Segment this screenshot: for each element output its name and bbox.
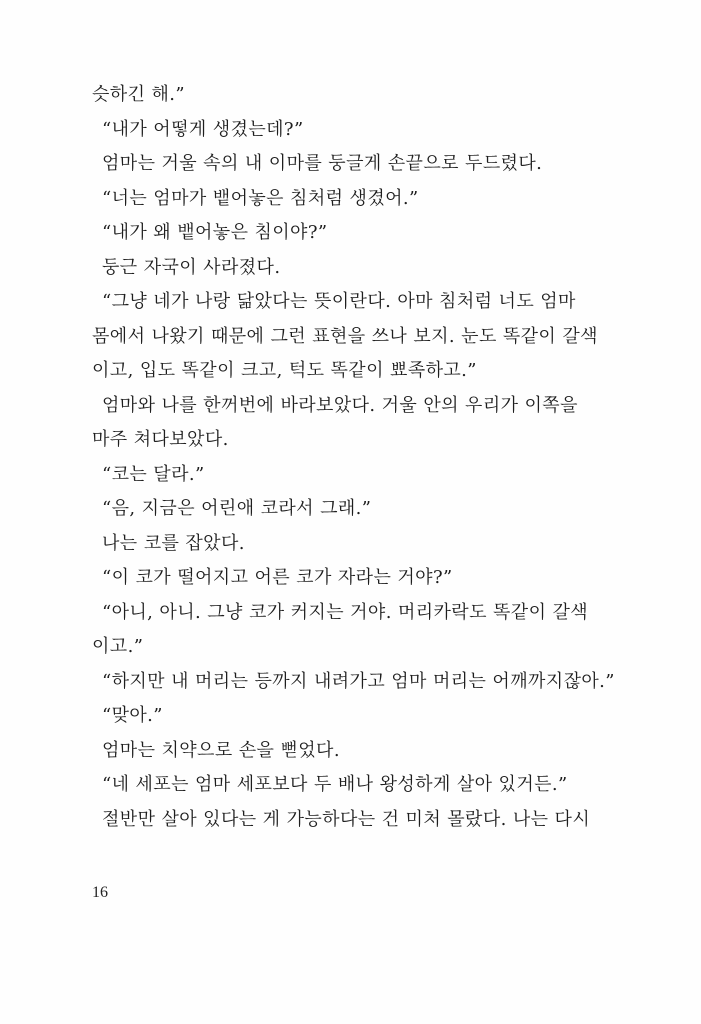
text-line: 나는 코를 잡았다.: [102, 532, 245, 554]
text-line: 마주 쳐다보았다.: [92, 429, 229, 450]
text-line: “하지만 내 머리는 등까지 내려가고 엄마 머리는 어깨까지잖아.”: [102, 670, 615, 692]
text-line: 둥근 자국이 사라졌다.: [102, 256, 281, 278]
text-line: “내가 왜 뱉어놓은 침이야?”: [102, 222, 328, 243]
text-line: “아니, 아니. 그냥 코가 커지는 거야. 머리카락도 똑같이 갈색: [102, 601, 589, 623]
text-line: “내가 어떻게 생겼는데?”: [102, 118, 304, 140]
text-line: 이고.”: [92, 636, 144, 657]
text-line: 몸에서 나왔기 때문에 그런 표현을 쓰나 보지. 눈도 똑같이 갈색: [92, 325, 598, 347]
text-line: “그냥 네가 나랑 닮았다는 뜻이란다. 아마 침처럼 너도 엄마: [102, 291, 576, 312]
text-line: 슷하긴 해.”: [92, 84, 185, 105]
text-line: 엄마는 치약으로 손을 뻗었다.: [102, 739, 340, 761]
text-line: 이고, 입도 똑같이 크고, 턱도 똑같이 뾰족하고.”: [92, 360, 477, 381]
text-line: “너는 엄마가 뱉어놓은 침처럼 생겼어.”: [102, 187, 419, 209]
text-line: “음, 지금은 어린애 코라서 그래.”: [102, 498, 372, 519]
text-line: “맞아.”: [102, 705, 163, 726]
text-line: “네 세포는 엄마 세포보다 두 배나 왕성하게 살아 있거든.”: [102, 774, 568, 795]
text-line: 엄마와 나를 한꺼번에 바라보았다. 거울 안의 우리가 이쪽을: [102, 394, 578, 416]
text-line: 엄마는 거울 속의 내 이마를 둥글게 손끝으로 두드렸다.: [102, 153, 543, 174]
page-number: 16: [92, 884, 108, 901]
body-text: [92, 78, 632, 837]
text-line: “코는 달라.”: [102, 463, 205, 485]
text-line: 절반만 살아 있다는 게 가능하다는 건 미처 몰랐다. 나는 다시: [102, 808, 591, 830]
text-line: “이 코가 떨어지고 어른 코가 자라는 거야?”: [102, 567, 453, 588]
